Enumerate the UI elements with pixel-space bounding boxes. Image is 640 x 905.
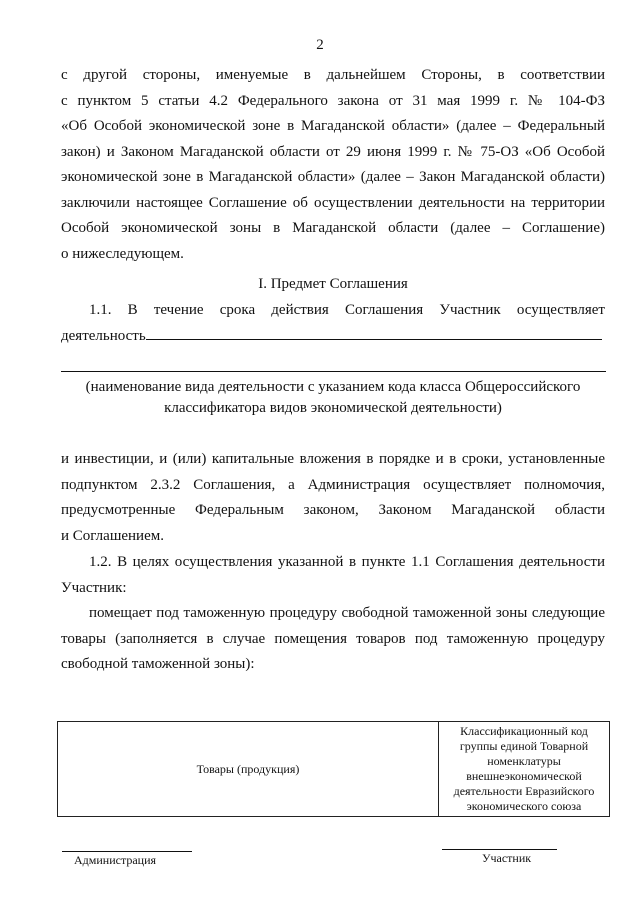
- signature-administration: Администрация: [74, 853, 157, 867]
- header-line: внешнеэкономической: [466, 769, 582, 783]
- text-line: о нижеследующем.: [61, 245, 184, 262]
- text-line: и Соглашением.: [61, 527, 164, 544]
- text-line: с другой стороны, именуемые в дальнейшем Стороны, в соответствии: [61, 67, 605, 83]
- goods-table: [57, 721, 610, 817]
- activity-hint: [61, 377, 605, 419]
- activity-fill-line-2: [61, 371, 606, 372]
- code-column-header: [439, 722, 610, 817]
- signature-participant: Участник: [482, 851, 532, 865]
- header-line: группы единой Товарной: [459, 739, 589, 753]
- page-number: 2: [316, 37, 324, 53]
- clause-1-1: [61, 298, 605, 349]
- paragraph-goods: [61, 601, 605, 678]
- activity-line: [61, 324, 605, 350]
- paragraph-investments: [61, 447, 605, 549]
- header-line: деятельности Евразийского: [453, 784, 595, 798]
- table-header-row: [58, 722, 610, 817]
- clause-1-2: [61, 550, 605, 601]
- goods-column-header: Товары (продукция): [58, 722, 439, 817]
- text-line: закон) и Законом Магаданской области от 29 июня 1999 г. № 75-ОЗ «Об Особой: [61, 143, 605, 160]
- header-line: Классификационный код: [460, 724, 588, 738]
- activity-fill-line: [146, 339, 602, 340]
- text-line: 1.1. В течение срока действия Соглашения Участник осуществляет: [89, 302, 605, 318]
- text-line: экономической зоне в Магаданской области» (далее – Закон Магаданской области): [61, 169, 605, 185]
- hint-line: классификатора видов экономической деятельности): [164, 400, 502, 416]
- paragraph-parties: [61, 63, 605, 267]
- text-line: Особой экономической зоны в Магаданской области (далее – Соглашение): [61, 220, 605, 236]
- section-title: I. Предмет Соглашения: [258, 276, 408, 292]
- text-line: с пунктом 5 статьи 4.2 Федерального закона от 31 мая 1999 г. № 104-ФЗ: [61, 92, 605, 109]
- text-line: 1.2. В целях осуществления указанной в пункте 1.1 Соглашения деятельности: [89, 554, 605, 570]
- activity-label: деятельность: [61, 327, 146, 344]
- hint-line: (наименование вида деятельности с указанием кода класса Общероссийского: [85, 379, 581, 395]
- text-line: и инвестиции, и (или) капитальные вложения в порядке и в сроки, установленные: [61, 451, 605, 467]
- text-line: заключили настоящее Соглашение об осуществлении деятельности на территории: [61, 194, 605, 211]
- text-line: предусмотренные Федеральным законом, Законом Магаданской области: [61, 502, 605, 518]
- header-line: номенклатуры: [487, 754, 561, 768]
- text-line: «Об Особой экономической зоне в Магаданской области» (далее – Федеральный: [61, 118, 605, 134]
- text-line: подпунктом 2.3.2 Соглашения, а Администрация осуществляет полномочия,: [61, 476, 605, 493]
- text-line: свободной таможенной зоны):: [61, 656, 255, 672]
- signature-line-participant: [442, 849, 557, 850]
- header-line: экономического союза: [466, 799, 582, 813]
- text-line: помещает под таможенную процедуру свободной таможенной зоны следующие: [89, 605, 605, 621]
- text-line: Участник:: [61, 579, 127, 596]
- signature-line-administration: [62, 851, 192, 852]
- text-line: товары (заполняется в случае помещения товаров под таможенную процедуру: [61, 630, 605, 647]
